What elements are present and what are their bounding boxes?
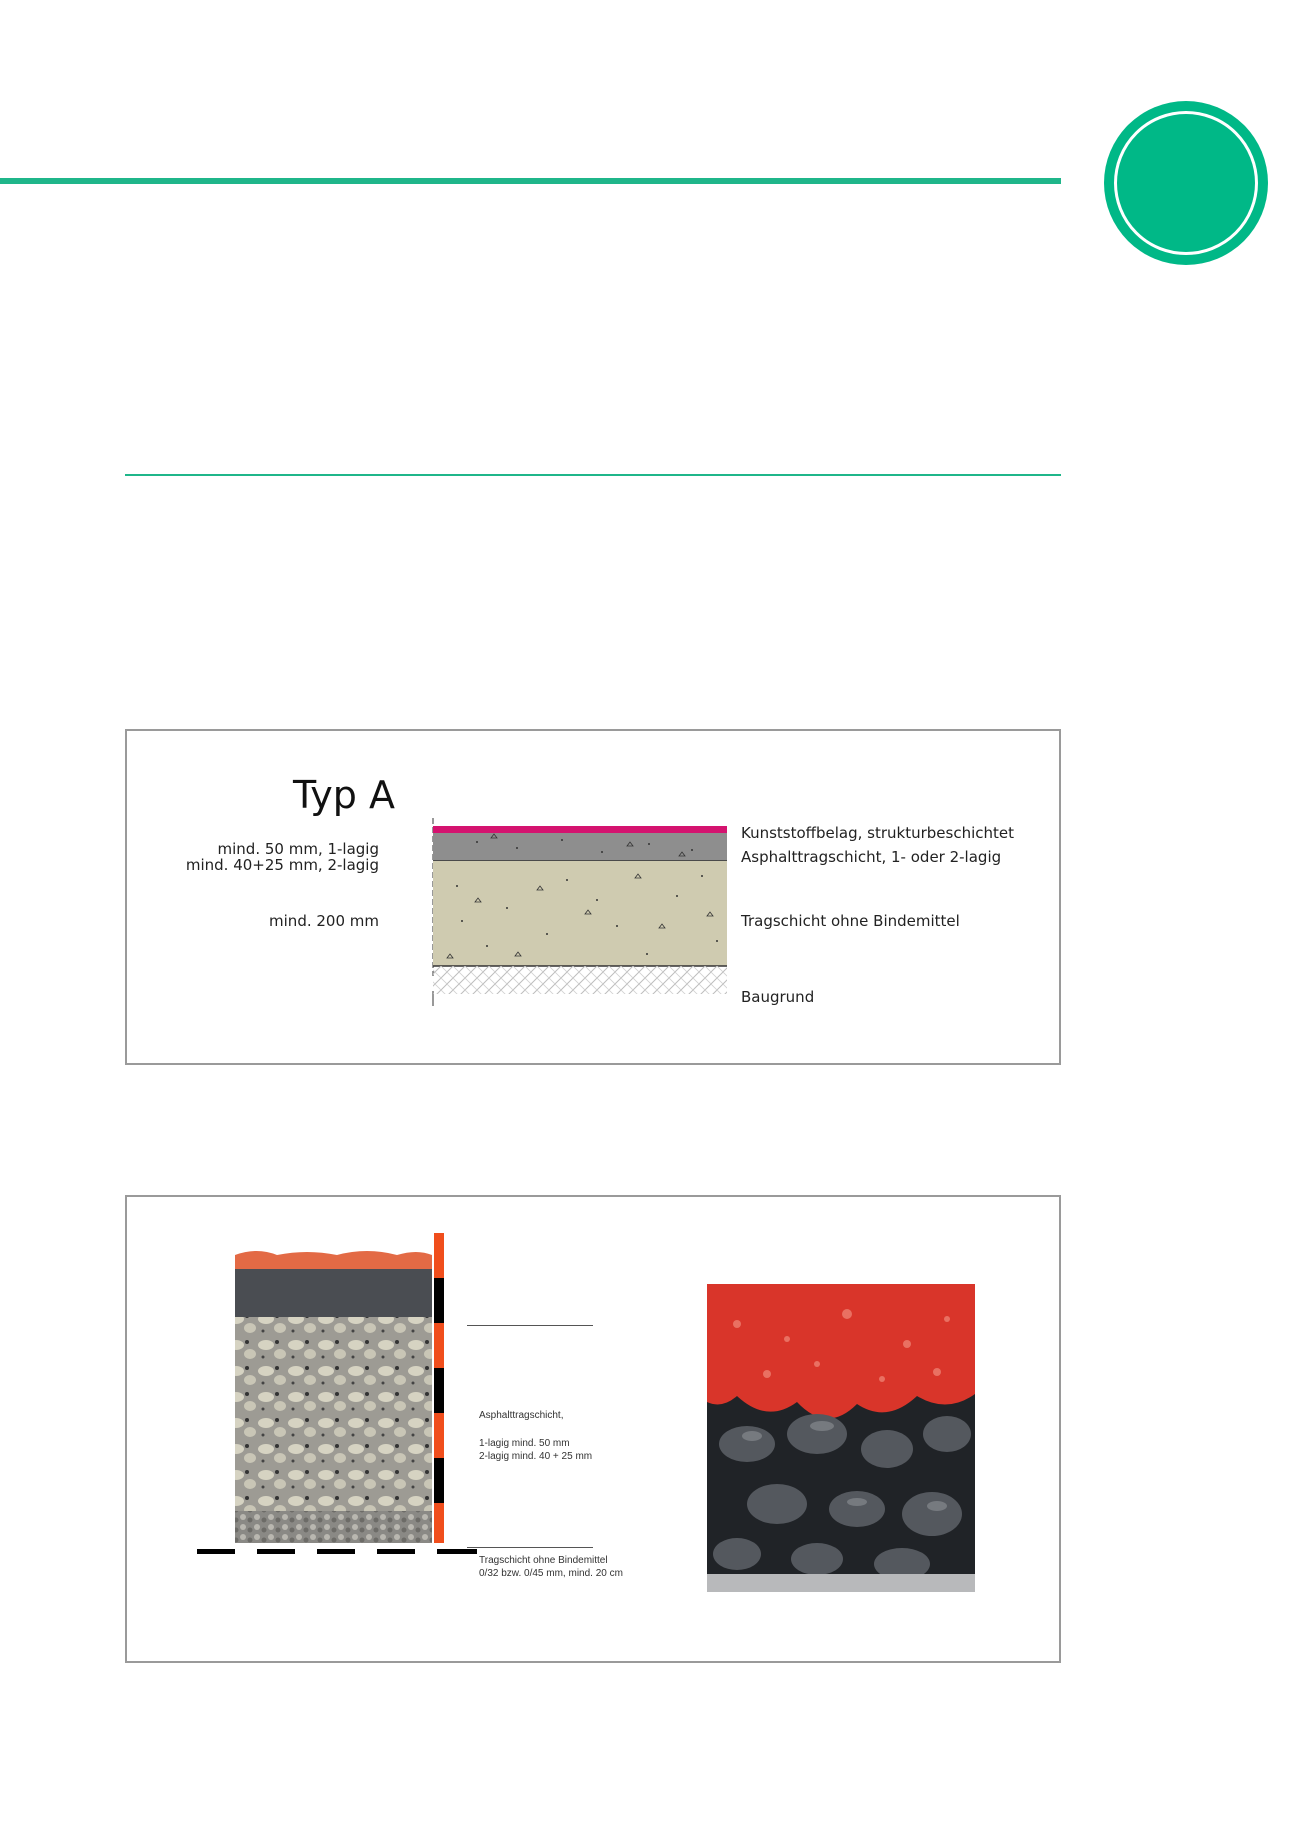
- label-asphalt: Asphalttragschicht, 1- oder 2-lagig: [741, 848, 1002, 866]
- leader-line-asphalt: [467, 1325, 593, 1326]
- figure-photos: [125, 1195, 1061, 1663]
- label-base: Tragschicht ohne Bindemittel: [741, 912, 960, 930]
- chapter-badge-ring: [1114, 111, 1258, 255]
- label-thickness-base: mind. 200 mm: [269, 912, 379, 930]
- label-asphalt-title: Asphalttragschicht,: [479, 1410, 564, 1421]
- photo-layer-gravel: [235, 1511, 432, 1543]
- figure-title: Typ A: [293, 773, 395, 817]
- photo-layer-asphalt-top: [235, 1269, 432, 1317]
- label-thickness-1: mind. 50 mm, 1-lagig: [217, 840, 379, 858]
- figure-typ-a: [125, 729, 1061, 1065]
- label-subsoil: Baugrund: [741, 988, 815, 1006]
- layer-asphalt: [433, 833, 727, 861]
- cross-section-diagram: [387, 816, 727, 1026]
- label-asphalt-line2: 2-lagig mind. 40 + 25 mm: [479, 1451, 593, 1462]
- layer-photo-illustration: [197, 1233, 487, 1573]
- label-coating: Kunststoffbelag, strukturbeschichtet: [741, 824, 1015, 842]
- photo-layer-coating: [235, 1251, 432, 1271]
- label-base-title: Tragschicht ohne Bindemittel: [479, 1555, 608, 1566]
- layer-coating: [433, 826, 727, 833]
- layer-base: [433, 861, 727, 966]
- label-thickness-2: mind. 40+25 mm, 2-lagig: [185, 856, 379, 874]
- section-rule: [125, 474, 1061, 476]
- header-rule: [0, 178, 1061, 184]
- layer-subsoil: [433, 966, 727, 994]
- chapter-badge: [1104, 101, 1268, 265]
- surface-closeup-photo: [707, 1284, 975, 1592]
- label-asphalt-line1: 1-lagig mind. 50 mm: [479, 1438, 570, 1449]
- leader-line-base: [467, 1547, 593, 1548]
- photo-layer-stones: [235, 1317, 432, 1543]
- label-base-line1: 0/32 bzw. 0/45 mm, mind. 20 cm: [479, 1568, 623, 1579]
